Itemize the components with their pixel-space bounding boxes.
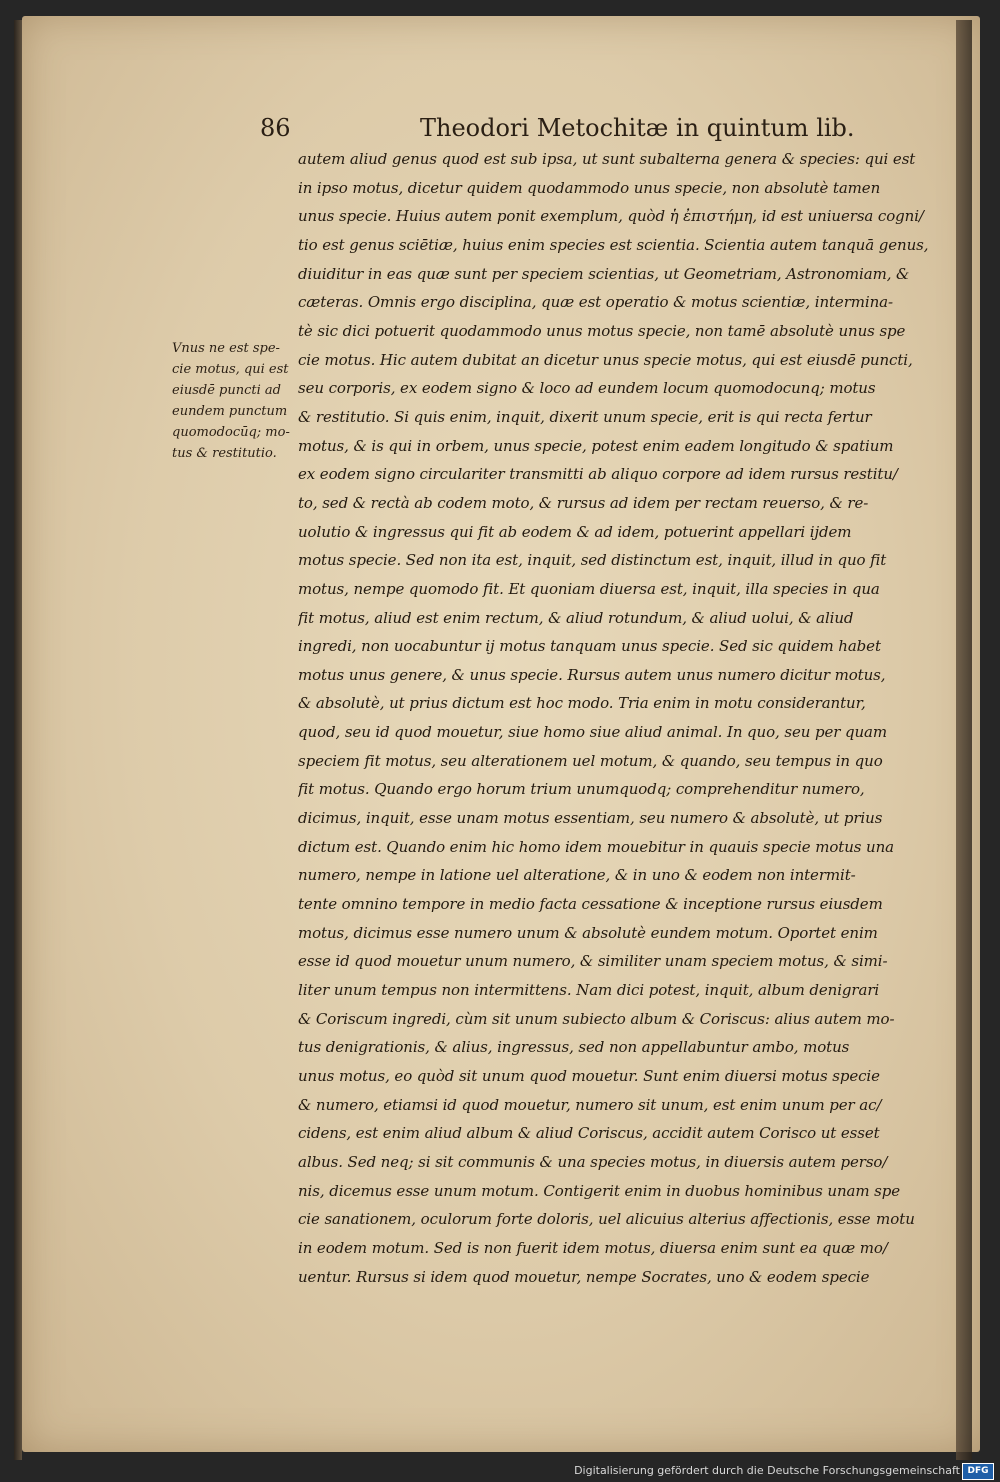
text-line: seu corporis, ex eodem signo & loco ad eundem locum quomodocunq; motus [298, 379, 876, 398]
header-title: Theodori Metochitæ in quintum lib. [420, 114, 855, 142]
footer-credit: Digitalisierung gefördert durch die Deutsche Forschungsgemeinschaft [574, 1464, 960, 1477]
text-line: uentur. Rursus si idem quod mouetur, nempe Socrates, uno & eodem specie [298, 1267, 870, 1286]
text-line: autem aliud genus quod est sub ipsa, ut sunt subalterna genera & species: qui est [298, 150, 916, 168]
margin-note-line: Vnus ne est spe- [172, 341, 280, 356]
text-line: to, sed & rectà ab codem moto, & rursus ad idem per rectam reuerso, & re- [298, 493, 869, 512]
text-line: unus specie. Huius autem ponit exemplum, quòd ἡ ἐπιστήμη, id est uniuersa cogni/ [298, 207, 924, 226]
text-line: tio est genus sciētiæ, huius enim species est scientia. Scientia autem tanquā genus, [298, 235, 929, 254]
text-line: & restitutio. Si quis enim, inquit, dixerit unum specie, erit is qui recta fertur [298, 407, 872, 426]
margin-note-line: cie motus, qui est [172, 362, 289, 377]
text-line: numero, nempe in latione uel alteratione, & in uno & eodem non intermit- [298, 866, 856, 885]
text-line: & numero, etiamsi id quod mouetur, numero sit unum, est enim unum per ac/ [298, 1095, 882, 1114]
text-line: fit motus, aliud est enim rectum, & aliud rotundum, & aliud uolui, & aliud [298, 608, 854, 627]
text-line: quod, seu id quod mouetur, siue homo siue aliud animal. In quo, seu per quam [298, 723, 888, 742]
dfg-logo-icon: DFG [962, 1463, 994, 1480]
text-line: dictum est. Quando enim hic homo idem mouebitur in quauis specie motus una [298, 837, 894, 856]
text-line: diuiditur in eas quæ sunt per speciem scientias, ut Geometriam, Astronomiam, & [298, 264, 910, 283]
text-line: fit motus. Quando ergo horum trium unumquodq; comprehenditur numero, [298, 780, 865, 799]
text-line: motus, nempe quomodo fit. Et quoniam diuersa est, inquit, illa species in qua [298, 579, 880, 598]
running-head [260, 112, 860, 146]
text-line: esse id quod mouetur unum numero, & similiter unam speciem motus, & simi- [298, 952, 888, 971]
text-line: motus unus genere, & unus specie. Rursus autem unus numero dicitur motus, [298, 665, 886, 684]
text-line: ex eodem signo circulariter transmitti ab aliquo corpore ad idem rursus restitu/ [298, 465, 898, 484]
catchword: motu [876, 1210, 915, 1228]
text-line: motus, dicimus esse numero unum & absolutè eundem motum. Oportet enim [298, 923, 878, 942]
book-edge-right [956, 20, 972, 1460]
margin-note-line: tus & restitutio. [172, 446, 277, 461]
text-line: tè sic dici potuerit quodammodo unus motus specie, non tamē absolutè unus spe [298, 321, 906, 340]
text-line: motus, & is qui in orbem, unus specie, potest enim eadem longitudo & spatium [298, 436, 894, 455]
text-line: & absolutè, ut prius dictum est hoc modo. Tria enim in motu considerantur, [298, 694, 866, 713]
text-line: cidens, est enim aliud album & aliud Coriscus, accidit autem Corisco ut esset [298, 1124, 880, 1143]
text-line: ingredi, non uocabuntur ij motus tanquam unus specie. Sed sic quidem habet [298, 637, 881, 656]
text-line: nis, dicemus esse unum motum. Contigerit enim in duobus hominibus unam spe [298, 1181, 901, 1200]
margin-note-line: eiusdē puncti ad [172, 383, 281, 398]
book-edge-left [14, 20, 22, 1460]
text-line: liter unum tempus non intermittens. Nam dici potest, inquit, album denigrari [298, 981, 880, 1000]
footer-bar [0, 1460, 1000, 1482]
body-text [298, 145, 938, 1291]
text-line: uolutio & ingressus qui fit ab eodem & ad idem, potuerint appellari ijdem [298, 522, 852, 541]
text-line: in ipso motus, dicetur quidem quodammodo unus specie, non absolutè tamen [298, 178, 881, 197]
text-line: speciem fit motus, seu alterationem uel motum, & quando, seu tempus in quo [298, 751, 883, 770]
text-line: & Coriscum ingredi, cùm sit unum subiecto album & Coriscus: alius autem mo- [298, 1009, 895, 1028]
text-line: unus motus, eo quòd sit unum quod mouetur. Sunt enim diuersi motus specie [298, 1067, 880, 1085]
text-line: tus denigrationis, & alius, ingressus, sed non appellabuntur ambo, motus [298, 1038, 850, 1057]
text-line: dicimus, inquit, esse unam motus essentiam, seu numero & absolutè, ut prius [298, 809, 883, 828]
text-line: motus specie. Sed non ita est, inquit, sed distinctum est, inquit, illud in quo fit [298, 551, 887, 570]
text-line: cie motus. Hic autem dubitat an dicetur unus specie motus, qui est eiusdē puncti, [298, 350, 913, 369]
text-line: albus. Sed neq; si sit communis & una species motus, in diuersis autem perso/ [298, 1152, 888, 1171]
text-line: tente omnino tempore in medio facta cessatione & inceptione rursus eiusdem [298, 895, 883, 914]
text-line: in eodem motum. Sed is non fuerit idem motus, diuersa enim sunt ea quæ mo/ [298, 1238, 888, 1257]
text-line: cæteras. Omnis ergo disciplina, quæ est operatio & motus scientiæ, intermina- [298, 293, 893, 312]
margin-note [172, 338, 292, 464]
margin-note-line: quomodocūq; mo- [172, 425, 290, 440]
margin-note-line: eundem punctum [172, 404, 288, 419]
text-line: cie sanationem, oculorum forte doloris, uel alicuius alterius affectionis, esse [298, 1210, 871, 1229]
page-number: 86 [260, 114, 291, 142]
